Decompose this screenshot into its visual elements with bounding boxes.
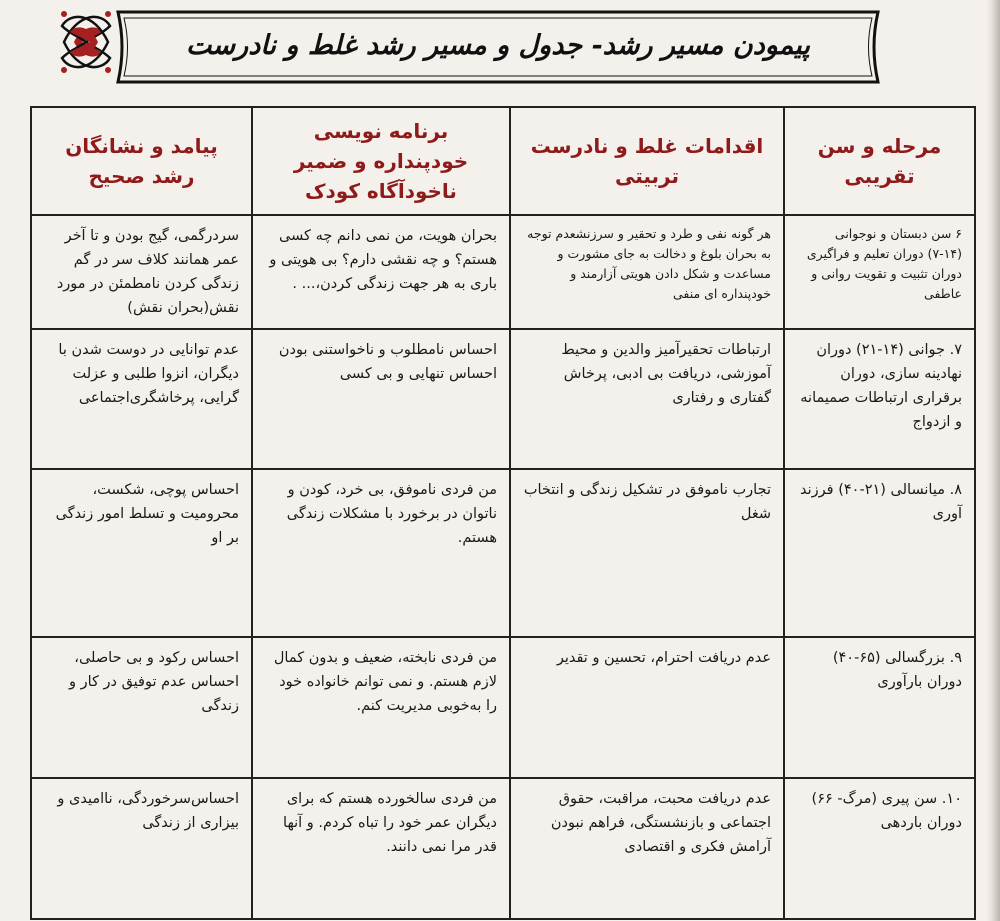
cell-outcome: عدم توانایی در دوست شدن با دیگران، انزوا طلبی و عزلت گرایی، پرخاشگری‌اجتماعی xyxy=(31,329,252,469)
cell-outcome: احساس‌سرخوردگی، ناامیدی و بیزاری از زندگی xyxy=(31,778,252,919)
cell-stage: ۱۰. سن پیری (مرگ- ۶۶) دوران باردهی xyxy=(784,778,975,919)
page-edge-shadow xyxy=(986,0,1000,921)
page-title: پیمودن مسیر رشد- جدول و مسیر رشد غلط و نادرست xyxy=(186,30,810,61)
cell-outcome: سردرگمی، گیج بودن و تا آخر عمر همانند کلاف سر در گم زندگی کردن نامطمئن در مورد نقش(بحران نقش) xyxy=(31,215,252,329)
table-row xyxy=(31,215,975,329)
cell-stage: ۹. بزرگسالی (۶۵-۴۰) دوران بارآوری xyxy=(784,637,975,778)
header-outcome: پیامد و نشانگان رشد صحیح xyxy=(31,107,252,215)
cell-self-concept: بحران هویت، من نمی دانم چه کسی هستم؟ و چه نقشی دارم؟ بی هویتی و باری به هر جهت زندگی کردن،... . xyxy=(252,215,510,329)
cell-stage: ۷. جوانی (۱۴-۲۱) دوران نهادینه سازی، دوران برقراری ارتباطات صمیمانه و ازدواج xyxy=(784,329,975,469)
growth-path-table xyxy=(30,106,976,901)
cell-wrong-actions: عدم دریافت محبت، مراقبت، حقوق اجتماعی و بازنشستگی، فراهم نبودن آرامش فکری و اقتصادی xyxy=(510,778,784,919)
cell-outcome: احساس رکود و بی حاصلی، احساس عدم توفیق در کار و زندگی xyxy=(31,637,252,778)
cell-wrong-actions: عدم دریافت احترام، تحسین و تقدیر xyxy=(510,637,784,778)
cell-stage: ۸. میانسالی (۲۱-۴۰) فرزند آوری xyxy=(784,469,975,637)
header-wrong-actions: اقدامات غلط و نادرست تربیتی xyxy=(510,107,784,215)
table-row xyxy=(31,329,975,469)
cell-wrong-actions: تجارب ناموفق در تشکیل زندگی و انتخاب شغل xyxy=(510,469,784,637)
cell-wrong-actions: ارتباطات تحقیرآمیز والدین و محیط آموزشی، دریافت بی ادبی، پرخاش گفتاری و رفتاری xyxy=(510,329,784,469)
cell-self-concept: من فردی نابخته، ضعیف و بدون کمال لازم هستم. و نمی توانم خانواده خود را به‌خوبی مدیریت کنم. xyxy=(252,637,510,778)
table-header-row xyxy=(31,107,975,215)
cell-wrong-actions: هر گونه نفی و طرد و تحقیر و سرزنشعدم توجه به بحران بلوغ و دخالت به جای مشورت و مساعدت و شکل دادن هویتی آزارمند و خودپنداره ای منفی xyxy=(510,215,784,329)
table-row xyxy=(31,469,975,637)
cell-self-concept: احساس نامطلوب و ناخواستنی بودن احساس تنهایی و بی کسی xyxy=(252,329,510,469)
header-stage-age: مرحله و سن تقریبی xyxy=(784,107,975,215)
cell-self-concept: من فردی سالخورده هستم که برای دیگران عمر خود را تباه کردم. و آنها قدر مرا نمی دانند. xyxy=(252,778,510,919)
header-self-concept: برنامه نویسی خودپنداره و ضمیر ناخودآگاه کودک xyxy=(252,107,510,215)
table-row xyxy=(31,637,975,778)
table-row xyxy=(31,778,975,919)
cell-outcome: احساس پوچی، شکست، محرومیت و تسلط امور زندگی بر او xyxy=(31,469,252,637)
cell-self-concept: من فردی ناموفق، بی خرد، کودن و ناتوان در برخورد با مشکلات زندگی هستم. xyxy=(252,469,510,637)
title-banner xyxy=(58,6,938,88)
cell-stage: ۶ سن دبستان و نوجوانی (۱۴-۷) دوران تعلیم و فراگیری دوران تثبیت و تقویت روانی و عاطفی xyxy=(784,215,975,329)
